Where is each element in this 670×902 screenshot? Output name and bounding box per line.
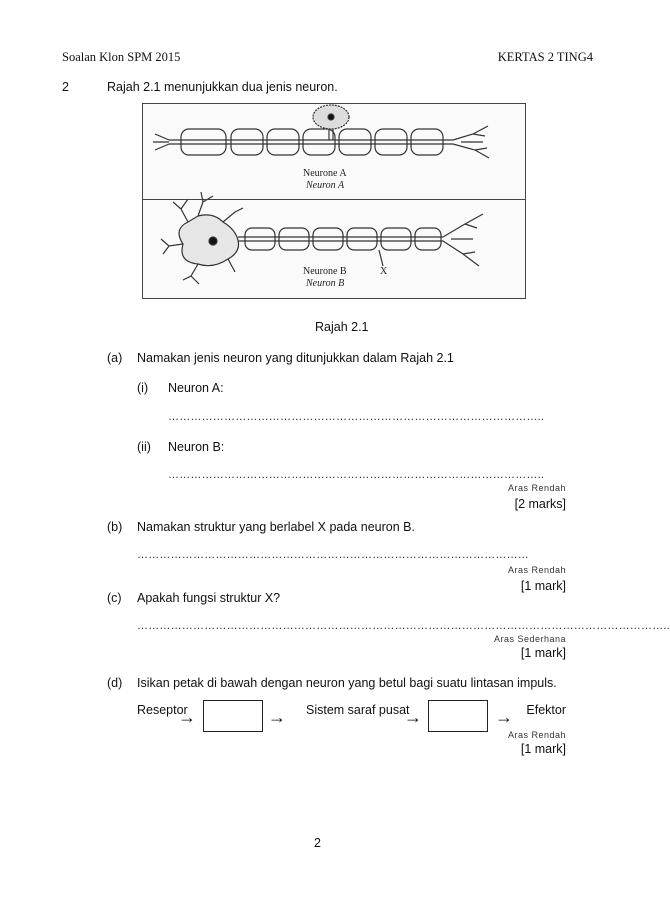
part-a-ii-text: Neuron B:	[168, 440, 225, 454]
neuron-diagram	[143, 104, 525, 298]
part-b-label: (b)	[107, 520, 123, 534]
part-a-marks: [2 marks]	[514, 497, 566, 511]
arrow-right-icon: →	[268, 707, 286, 727]
part-a-i-answer-line[interactable]: ………………………………………………………………………………………..	[168, 411, 545, 423]
neuron-answer-box-1[interactable]	[203, 700, 263, 732]
structure-x-label: X	[380, 266, 388, 277]
flow-effector: Efektor	[526, 703, 566, 717]
part-b-marks: [1 mark]	[520, 579, 566, 593]
neuron-a-drawing	[153, 105, 489, 158]
part-c-marks: [1 mark]	[520, 646, 566, 660]
part-b-answer-line[interactable]: ……………………………………………………………………………………………	[137, 549, 529, 561]
neuron-a-label-en: Neurone A	[303, 168, 347, 179]
part-a-label: (a)	[107, 351, 123, 365]
page-number: 2	[314, 836, 321, 850]
part-c-answer-line[interactable]: ……………………………………………………………………………………………………………………………..	[137, 620, 670, 632]
part-a-ii-answer-line[interactable]: ………………………………………………………………………………………..	[168, 469, 545, 481]
part-a-level: Aras Rendah	[507, 483, 566, 493]
neuron-b-label-en: Neurone B	[303, 266, 347, 277]
part-a-i-text: Neuron A:	[168, 381, 224, 395]
part-d-marks: [1 mark]	[520, 742, 566, 756]
part-b-level: Aras Rendah	[507, 565, 566, 575]
neuron-answer-box-2[interactable]	[428, 700, 488, 732]
part-d-label: (d)	[107, 676, 123, 690]
neuron-figure	[142, 103, 526, 299]
header-paper-info: KERTAS 2 TING4	[497, 50, 593, 64]
flow-cns: Sistem saraf pusat	[306, 703, 410, 717]
arrow-right-icon: →	[495, 707, 513, 727]
neuron-b-label-ms: Neuron B	[306, 278, 345, 289]
part-c-label: (c)	[107, 591, 122, 605]
part-a-i-label: (i)	[137, 381, 149, 395]
part-a-ii-label: (ii)	[137, 440, 151, 454]
arrow-right-icon: →	[404, 707, 422, 727]
flow-receptor: Reseptor	[137, 703, 188, 717]
arrow-right-icon: →	[178, 707, 196, 727]
header-title: Soalan Klon SPM 2015	[62, 50, 181, 64]
neuron-a-label-ms: Neuron A	[306, 180, 345, 191]
part-a-question: Namakan jenis neuron yang ditunjukkan dalam Rajah 2.1	[137, 351, 454, 365]
question-intro: Rajah 2.1 menunjukkan dua jenis neuron.	[107, 80, 338, 94]
figure-divider	[143, 199, 525, 200]
figure-caption: Rajah 2.1	[315, 320, 369, 334]
part-d-level: Aras Rendah	[507, 730, 566, 740]
part-b-question: Namakan struktur yang berlabel X pada neuron B.	[137, 520, 415, 534]
question-number: 2	[62, 80, 69, 94]
part-d-question: Isikan petak di bawah dengan neuron yang betul bagi suatu lintasan impuls.	[137, 676, 557, 690]
part-c-question: Apakah fungsi struktur X?	[137, 591, 281, 605]
part-c-level: Aras Sederhana	[493, 634, 566, 644]
